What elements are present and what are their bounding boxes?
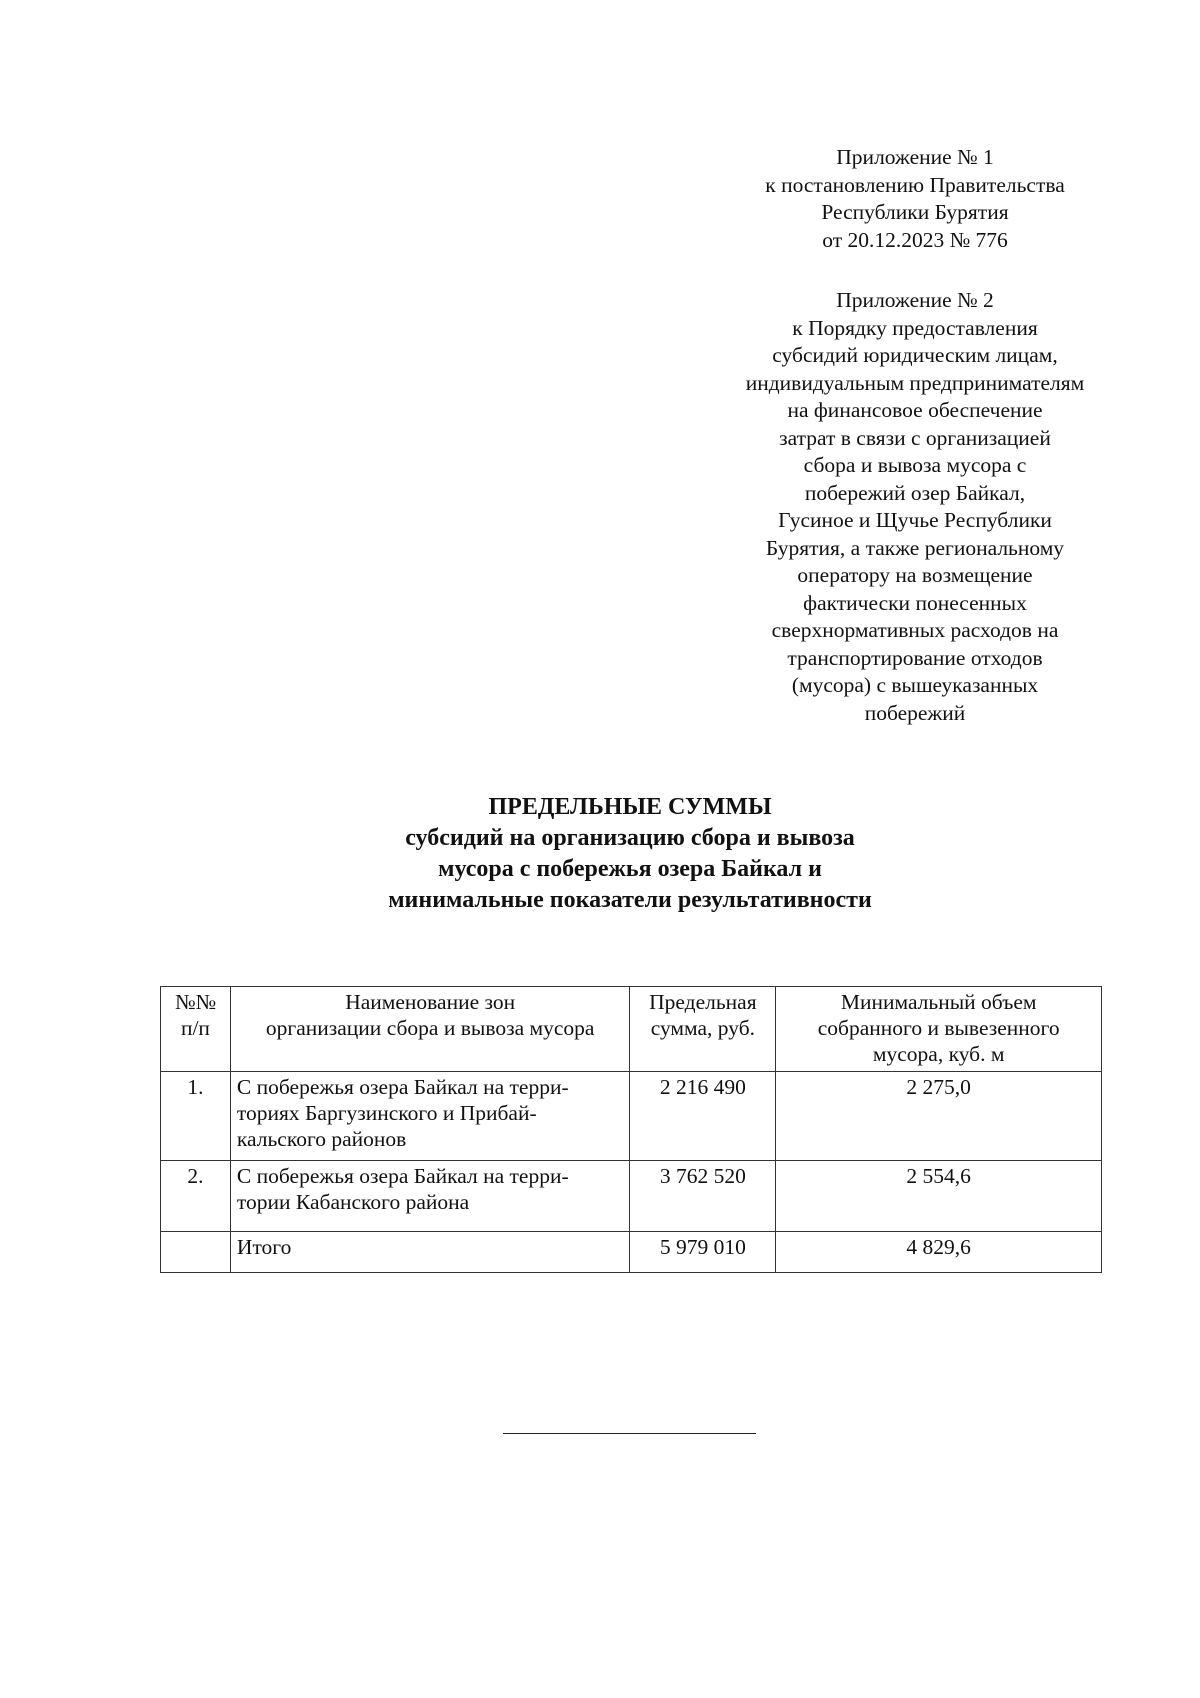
appendix-1-line: к постановлению Правительства	[765, 172, 1065, 197]
document-title	[200, 792, 1060, 916]
appendix-2-line: побережий озер Байкал,	[804, 480, 1026, 505]
appendix-2-line: индивидуальным предпринимателям	[745, 370, 1085, 395]
total-number	[161, 1232, 231, 1273]
appendix-2-line: Приложение № 2	[836, 288, 994, 312]
total-min-volume: 4 829,6	[776, 1232, 1102, 1273]
appendix-2-line: Гусиное и Щучье Республики	[778, 508, 1052, 532]
title-line: мусора с побережья озера Байкал и	[438, 856, 822, 882]
zone-name-line: С побережья озера Байкал на терри-	[236, 1075, 569, 1099]
row-zone-name	[230, 1161, 629, 1232]
row-number: 2.	[161, 1161, 231, 1232]
header-line: п/п	[180, 1016, 210, 1040]
row-number: 1.	[161, 1072, 231, 1161]
header-line: сумма, руб.	[650, 1016, 756, 1040]
header-line: Наименование зон	[345, 990, 516, 1014]
appendix-2-line: оператору на возмещение	[797, 563, 1033, 587]
closing-divider	[503, 1433, 756, 1434]
header-line: организации сбора и вывоза мусора	[265, 1016, 595, 1040]
subsidy-limits-table	[160, 986, 1102, 1273]
appendix-2-line: на финансовое обеспечение	[787, 398, 1043, 422]
appendix-2-line: (мусора) с вышеуказанных	[791, 673, 1039, 697]
table-row	[161, 1161, 1102, 1232]
header-line: Минимальный объем	[840, 990, 1037, 1014]
appendix-2-line: сбора и вывоза мусора с	[803, 453, 1027, 477]
header-line: мусора, куб. м	[872, 1042, 1005, 1066]
table-header-row	[161, 987, 1102, 1072]
row-min-volume: 2 554,6	[776, 1161, 1102, 1232]
zone-name-line: ториях Баргузинского и Прибай-	[236, 1101, 537, 1125]
appendix-2-block	[720, 287, 1110, 727]
header-line: Предельная	[649, 990, 757, 1014]
table-total-row	[161, 1232, 1102, 1273]
zone-name-line: кальского районов	[236, 1127, 407, 1151]
header-min-volume	[776, 987, 1102, 1072]
total-limit-sum: 5 979 010	[630, 1232, 776, 1273]
appendix-2-line: побережий	[864, 700, 966, 725]
header-line: собранного и вывезенного	[817, 1016, 1060, 1040]
zone-name-line: С побережья озера Байкал на терри-	[236, 1164, 569, 1188]
appendix-2-line: фактически понесенных	[803, 590, 1027, 615]
header-line: №№	[174, 990, 216, 1014]
header-zone-name	[230, 987, 629, 1072]
row-limit-sum: 3 762 520	[630, 1161, 776, 1232]
title-line: субсидий на организацию сбора и вывоза	[405, 825, 855, 851]
appendix-2-line: субсидий юридическим лицам,	[772, 343, 1058, 367]
total-label: Итого	[230, 1232, 629, 1273]
appendix-2-line: затрат в связи с организацией	[779, 425, 1051, 450]
appendix-2-line: транспортирование отходов	[787, 645, 1043, 670]
appendix-1-line: Приложение № 1	[836, 145, 994, 169]
zone-name-line: тории Кабанского района	[236, 1190, 470, 1214]
title-line: минимальные показатели результативности	[388, 887, 872, 913]
header-limit-sum	[630, 987, 776, 1072]
appendix-1-line: от 20.12.2023 № 776	[822, 227, 1008, 252]
row-zone-name	[230, 1072, 629, 1161]
title-line: ПРЕДЕЛЬНЫЕ СУММЫ	[488, 794, 772, 820]
header-number	[161, 987, 231, 1072]
row-limit-sum: 2 216 490	[630, 1072, 776, 1161]
appendix-2-line: сверхнормативных расходов на	[771, 618, 1059, 642]
appendix-1-block	[720, 144, 1110, 254]
appendix-2-line: к Порядку предоставления	[792, 315, 1038, 340]
row-min-volume: 2 275,0	[776, 1072, 1102, 1161]
appendix-2-line: Бурятия, а также региональному	[765, 535, 1065, 560]
table-row	[161, 1072, 1102, 1161]
appendix-1-line: Республики Бурятия	[821, 200, 1009, 224]
